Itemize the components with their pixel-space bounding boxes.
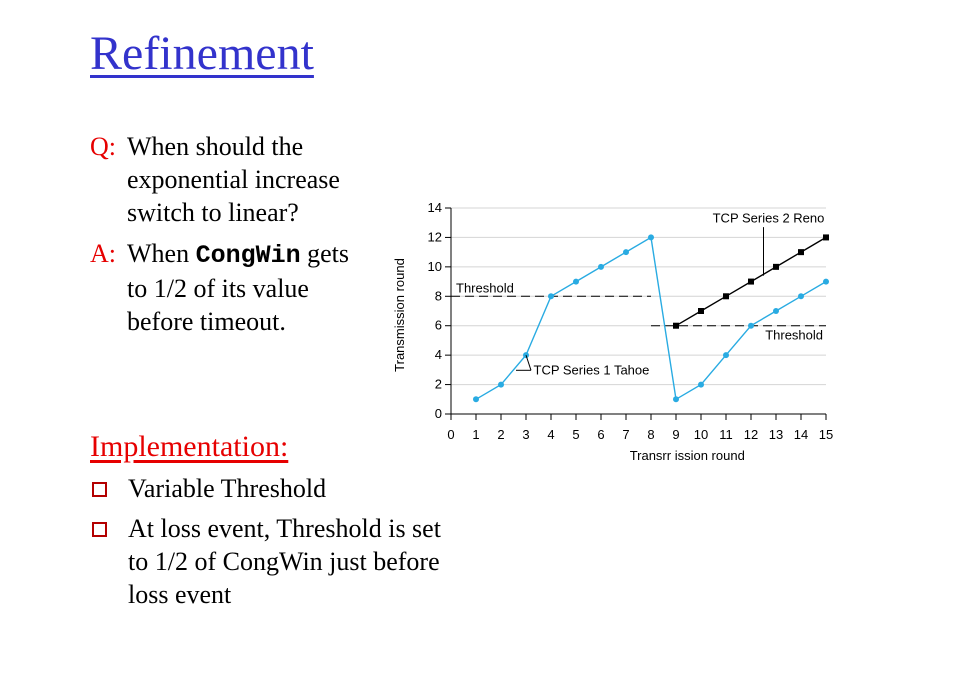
bullet-1-text: Variable Threshold (128, 474, 327, 503)
x-tick-label: 11 (719, 427, 733, 442)
data-point (723, 352, 729, 358)
y-tick-label: 6 (434, 317, 442, 333)
x-axis-label: Transrr ission round (629, 448, 745, 463)
y-tick-label: 12 (427, 229, 442, 245)
answer-code: CongWin (195, 241, 301, 270)
tahoe-leader (526, 355, 531, 370)
x-tick-label: 0 (447, 427, 455, 442)
data-point (698, 308, 704, 314)
x-tick-label: 2 (497, 427, 505, 442)
answer-post: gets (300, 239, 350, 268)
answer-text-2: to 1/2 of its value (127, 274, 309, 303)
data-point (723, 293, 729, 299)
bullet-2-text-1: At loss event, Threshold is set (128, 514, 441, 543)
question-text-1: When should the (127, 132, 304, 161)
answer-pre: When (127, 239, 196, 268)
x-tick-label: 3 (522, 427, 530, 442)
answer-label: A: (90, 239, 116, 268)
series-label-reno: TCP Series 2 Reno (712, 210, 825, 226)
x-tick-label: 10 (693, 427, 709, 442)
data-point (648, 234, 654, 240)
x-tick-label: 13 (768, 427, 784, 442)
threshold-label: Threshold (765, 327, 823, 343)
y-tick-label: 10 (427, 258, 442, 274)
chart-series (473, 234, 829, 402)
threshold-lines (451, 296, 826, 325)
data-point (798, 293, 804, 299)
data-point (573, 279, 579, 285)
data-point (698, 382, 704, 388)
question-text-2: exponential increase (127, 165, 340, 194)
x-tick-label: 8 (647, 427, 655, 442)
data-point (748, 323, 754, 329)
x-tick-label: 1 (472, 427, 480, 442)
data-point (823, 234, 829, 240)
x-tick-label: 15 (818, 427, 834, 442)
x-tick-label: 4 (547, 427, 555, 442)
data-point (798, 249, 804, 255)
data-point (598, 264, 604, 270)
data-point (773, 308, 779, 314)
y-axis-label: Transmission round (392, 258, 407, 372)
series-label-tahoe: TCP Series 1 Tahoe (533, 362, 650, 378)
data-point (673, 323, 679, 329)
answer-text-3: before timeout. (127, 307, 286, 336)
y-tick-label: 0 (434, 406, 442, 421)
implementation-heading: Implementation: (90, 430, 289, 463)
y-tick-label: 14 (427, 200, 442, 215)
question-label: Q: (90, 132, 116, 161)
data-point (673, 396, 679, 402)
data-point (748, 279, 754, 285)
bullet-2-text-2: to 1/2 of CongWin just before (128, 547, 440, 576)
y-tick-label: 4 (434, 347, 442, 363)
x-tick-label: 9 (672, 427, 680, 442)
x-tick-label: 14 (793, 427, 809, 442)
bullet-2-text-3: loss event (128, 580, 232, 609)
data-point (473, 396, 479, 402)
chart-labels (392, 211, 824, 463)
series-line (476, 237, 826, 399)
data-point (548, 293, 554, 299)
x-tick-label: 12 (743, 427, 759, 442)
data-point (773, 264, 779, 270)
data-point (823, 279, 829, 285)
x-tick-label: 7 (622, 427, 630, 442)
data-point (623, 249, 629, 255)
data-point (498, 382, 504, 388)
y-tick-label: 8 (434, 288, 442, 304)
slide-title: Refinement (90, 27, 314, 80)
x-tick-label: 6 (597, 427, 605, 442)
question-text-3: switch to linear? (127, 198, 299, 227)
x-tick-label: 5 (572, 427, 580, 442)
chart-axes (428, 200, 834, 442)
y-tick-label: 2 (434, 376, 442, 392)
threshold-label: Threshold (456, 280, 514, 296)
